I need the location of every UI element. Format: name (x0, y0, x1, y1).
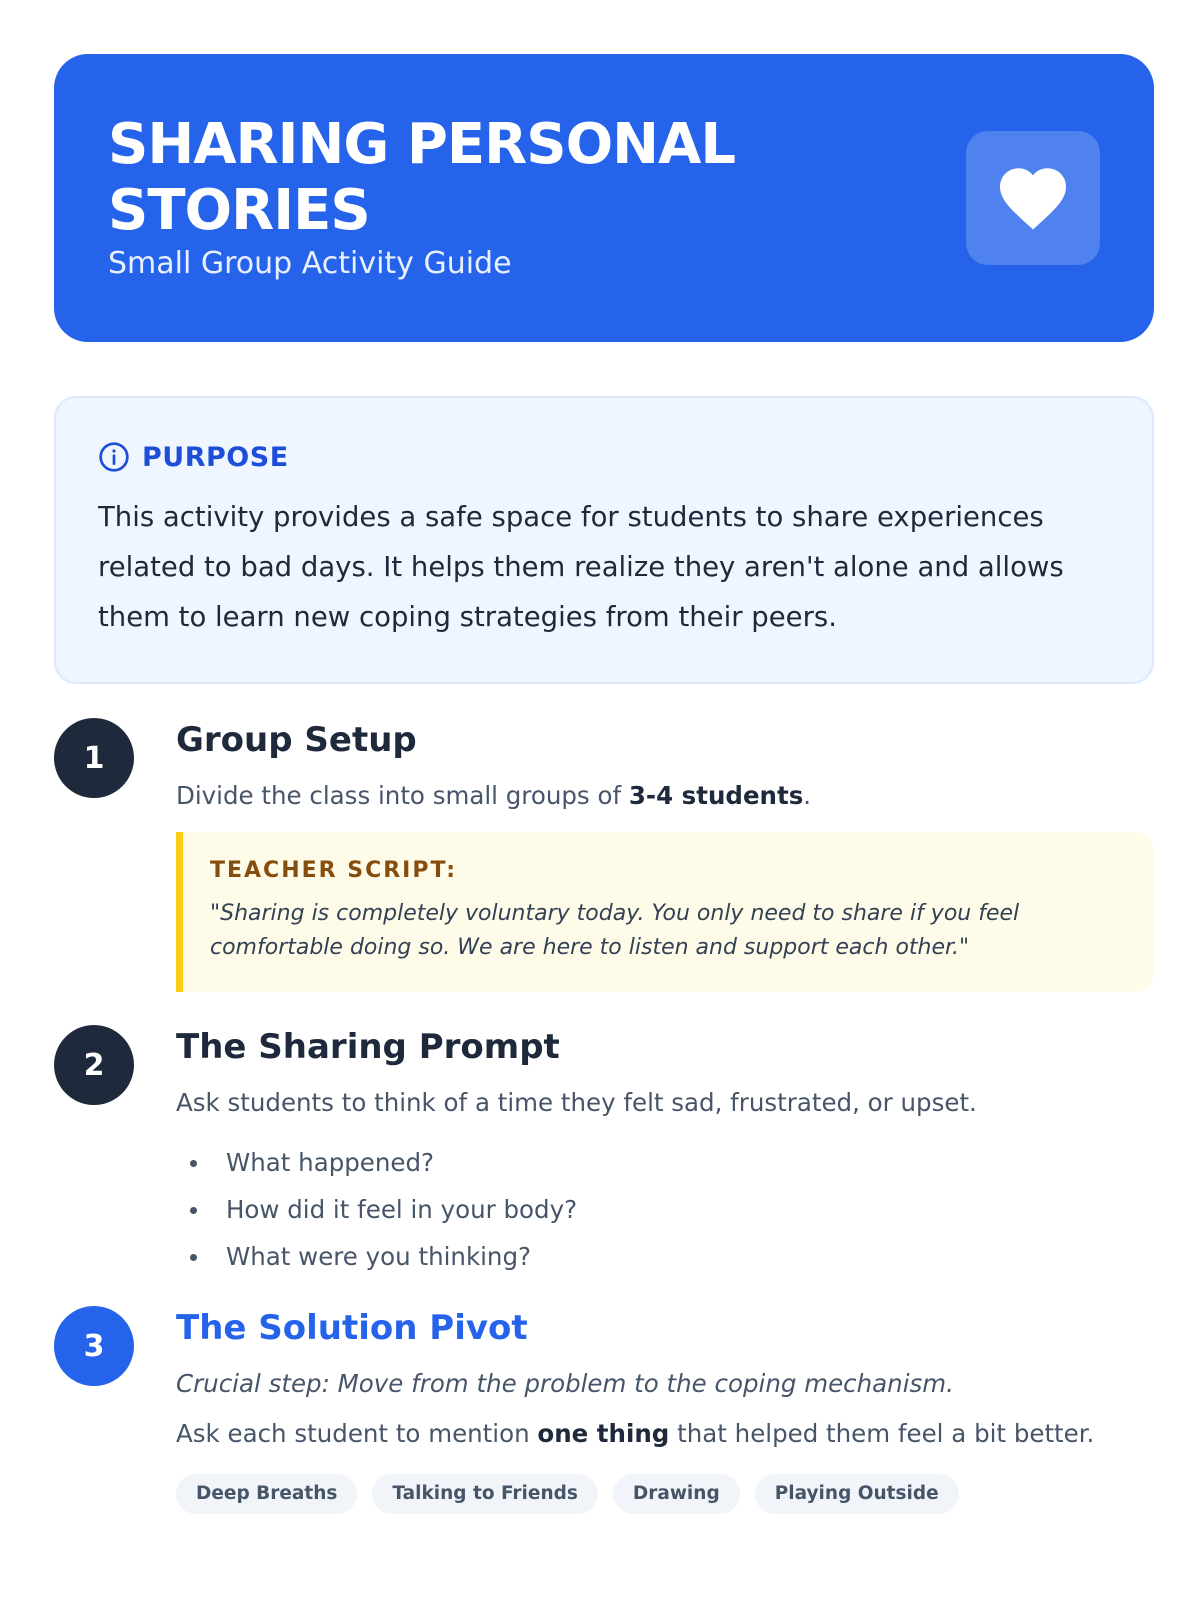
step-description: Ask each student to mention one thing that helped them feel a bit better. (176, 1419, 1095, 1448)
purpose-text: This activity provides a safe space for students to share experiences related to bad days. It helps them realize they aren't alone and allows them to learn new coping strategies from their peers. (98, 501, 1064, 633)
prompt-question-list (176, 1139, 1154, 1280)
step-number-badge: 1 (54, 718, 134, 798)
purpose-card (54, 396, 1154, 684)
tag-playing-outside: Playing Outside (755, 1474, 959, 1514)
step-title: The Solution Pivot (176, 1308, 528, 1348)
info-icon (98, 441, 130, 473)
step-description: Ask students to think of a time they felt sad, frustrated, or upset. (176, 1088, 977, 1117)
heart-icon-container (966, 131, 1100, 265)
page-subtitle: Small Group Activity Guide (108, 246, 512, 281)
tag-deep-breaths: Deep Breaths (176, 1474, 357, 1514)
step-number-badge: 2 (54, 1025, 134, 1105)
list-item: What happened? (176, 1139, 1154, 1186)
step-note: Crucial step: Move from the problem to the coping mechanism. (176, 1369, 954, 1398)
step-number-badge: 3 (54, 1306, 134, 1386)
step-title: The Sharing Prompt (176, 1027, 560, 1067)
teacher-script-box (176, 832, 1154, 992)
teacher-script-quote: "Sharing is completely voluntary today. You only need to share if you feel comfortable doing so. We are here to listen and support each other." (210, 901, 1020, 960)
emphasis: one thing (537, 1419, 670, 1448)
header-banner (54, 54, 1154, 342)
purpose-label: PURPOSE (142, 441, 289, 473)
page-title: SHARING PERSONAL STORIES (108, 112, 736, 243)
tag-drawing: Drawing (613, 1474, 740, 1514)
list-item: How did it feel in your body? (176, 1186, 1154, 1233)
list-item: What were you thinking? (176, 1233, 1154, 1280)
tag-talking-to-friends: Talking to Friends (372, 1474, 597, 1514)
step-description: Divide the class into small groups of 3-4 students. (176, 781, 812, 810)
teacher-script-label: TEACHER SCRIPT: (210, 858, 458, 883)
group-size: 3-4 students (628, 781, 804, 810)
step-title: Group Setup (176, 720, 417, 760)
heart-icon (996, 165, 1070, 231)
coping-tags (176, 1474, 1154, 1514)
